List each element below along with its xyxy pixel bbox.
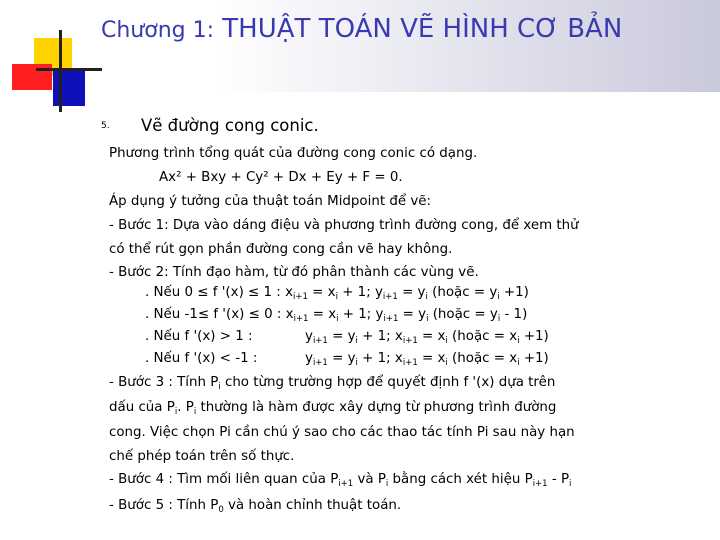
- case-rule: $y_{i+1} = y_i + 1$; $x_{i+1} = x_i$ (hoặc = $x_i +1$): [305, 351, 549, 368]
- title-main: THUẬT TOÁN VẼ HÌNH CƠ BẢN: [222, 14, 623, 44]
- body-line: Phương trình tổng quát của đường cong conic có dạng.: [109, 146, 478, 161]
- decor-horizontal-line: [36, 68, 102, 71]
- section-heading-text: Vẽ đường cong conic.: [141, 116, 319, 135]
- case-condition: . Nếu f '(x) < -1 :: [145, 351, 258, 366]
- step-3-line: - Bước 3 : Tính $P_i$ cho từng trường hợp để quyết định f '(x) dựa trên: [109, 375, 556, 392]
- decor-vertical-line: [59, 30, 62, 112]
- body-line: Áp dụng ý tưởng của thuật toán Midpoint để vẽ:: [109, 194, 431, 209]
- step-4-line: - Bước 4 : Tìm mối liên quan của $P_{i+1}$ và $P_i$ bằng cách xét hiệu $P_{i+1} - P_i$: [109, 472, 572, 489]
- case-line: . Nếu -1≤ f '(x) ≤ 0 : $x_{i+1} = x_i + 1$; $y_{i+1} = y_i$ (hoặc = $y_i - 1$): [145, 307, 528, 324]
- body-line: có thể rút gọn phần đường cong cần vẽ hay không.: [109, 242, 453, 257]
- step-5-line: - Bước 5 : Tính $P_0$ và hoàn chỉnh thuật toán.: [109, 498, 402, 515]
- equation-line: Ax² + Bxy + Cy² + Dx + Ey + F = 0.: [159, 170, 403, 185]
- step-2-line: - Bước 2: Tính đạo hàm, từ đó phân thành các vùng vẽ.: [109, 265, 479, 280]
- section-heading: [101, 116, 319, 135]
- case-line: [145, 351, 549, 368]
- step-1-line: - Bước 1: Dựa vào dáng điệu và phương trình đường cong, để xem thử: [109, 218, 579, 233]
- case-line: [145, 329, 549, 346]
- case-line: . Nếu 0 ≤ f '(x) ≤ 1 : $x_{i+1} = x_i + 1$; $y_{i+1} = y_i$ (hoặc = $y_i +1$): [145, 285, 529, 302]
- title-prefix: Chương 1:: [101, 18, 215, 43]
- body-line: chế phép toán trên số thực.: [109, 449, 295, 464]
- decor-blue-square: [53, 70, 85, 106]
- case-rule: $y_{i+1} = y_i + 1$; $x_{i+1} = x_i$ (hoặc = $x_i +1$): [305, 329, 549, 346]
- case-condition: . Nếu f '(x) > 1 :: [145, 329, 253, 344]
- body-line: dấu của $P_i$. $P_i$ thường là hàm được xây dựng từ phương trình đường: [109, 400, 557, 417]
- body-line: cong. Việc chọn Pi cần chú ý sao cho các thao tác tính Pi sau này hạn: [109, 425, 575, 440]
- section-number: 5.: [101, 121, 110, 131]
- slide-title: [101, 10, 701, 50]
